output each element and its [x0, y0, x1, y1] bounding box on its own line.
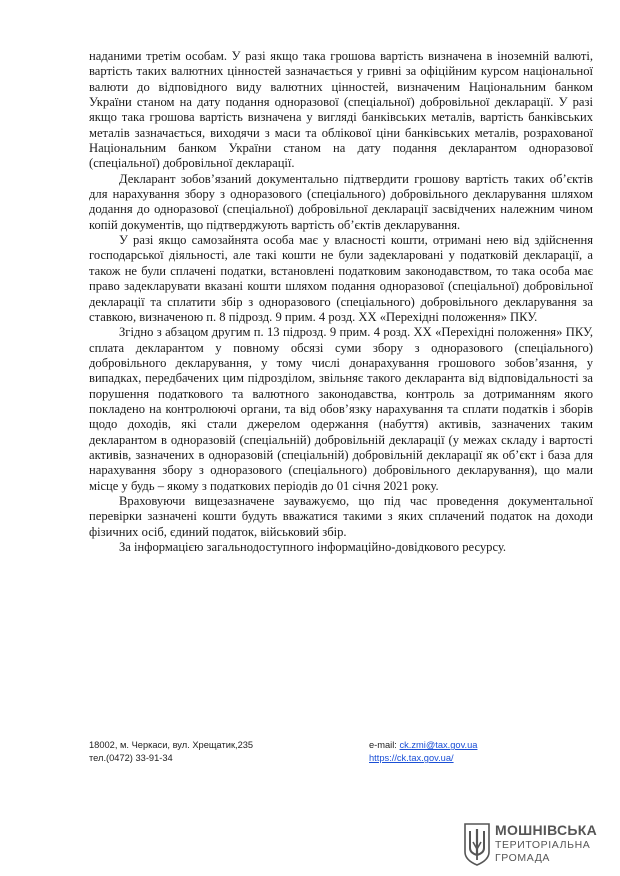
logo-title: МОШНІВСЬКА [495, 822, 598, 838]
footer-address: 18002, м. Черкаси, вул. Хрещатик,235 [89, 740, 254, 750]
paragraph-1: наданими третім особам. У разі якщо така грошова вартість визначена в іноземній валюті, вартість таких валютних цінностей зазначається у гривні за офіційним курсом національної валюти до відповідного виду валютних цінностей, визначеним Національним банком України станом на дату подання одноразової (спеціальної) добровільної декларації. У разі якщо така грошова вартість визначена у вигляді банківських металів, вартість банківських металів зазначається, виходячи з маси та облікової ціни банківських металів, розрахованої Національним банком України станом на дату подання декларантом одноразової (спеціальної) добровільної декларації. [89, 49, 593, 171]
community-logo [462, 822, 612, 868]
footer-online [369, 739, 599, 765]
trident-icon [462, 822, 492, 866]
paragraph-6: За інформацією загальнодоступного інформаційно-довідкового ресурсу. [119, 540, 507, 554]
footer-contacts [89, 739, 339, 765]
paragraph-4: Згідно з абзацом другим п. 13 підрозд. 9 прим. 4 розд. ХХ «Перехідні положення» ПКУ, сплата декларантом у повному обсязі суми збору з одноразового (спеціального) добровільного декларування, у тому числі донарахування грошового зобов’язання, у випадках, передбачених цим підрозділом, звільняє такого декларанта від відповідальності за порушення податкового та валютного законодавства, контроль за дотриманням якого покладено на контролюючі органи, та від обов’язку нарахування та сплати податків і зборів щодо доходів, які стали джерелом одержання (набуття) активів, зазначених таким декларантом в одноразовій (спеціальній) добровільній декларації (у межах складу і вартості активів, зазначених в одноразовій (спеціальній) добровільній декларації як об’єкт і база для нарахування збору з одноразового (спеціального) добровільного декларування), що мали місце у будь – якому з податкових періодів до 01 січня 2021 року. [89, 325, 593, 493]
logo-subtitle-1: ТЕРИТОРІАЛЬНА [495, 839, 591, 851]
paragraph-2: Декларант зобов’язаний документально підтвердити грошову вартість таких об’єктів для нарахування збору з одноразового (спеціального) добровільного декларування шляхом додання до одноразової (спеціальної) добровільної декларації засвідчених належним чином копій документів, що підтверджують вартість об’єктів декларування. [89, 171, 593, 232]
paragraph-3: У разі якщо самозайнята особа має у власності кошти, отримані нею від здійснення господарської діяльності, але такі кошти не були задекларовані у податковій декларації, а також не були сплачені податки, встановлені податковим законодавством, то така особа має право задекларувати вказані кошти шляхом подання одноразової (спеціальної) добровільної декларації та сплатити збір з одноразового (спеціального) добровільного декларування за ставкою, визначеною п. 8 підрозд. 9 прим. 4 розд. ХХ «Перехідні положення» ПКУ. [89, 233, 593, 324]
document-body [89, 49, 593, 555]
logo-subtitle-2: ГРОМАДА [495, 852, 551, 864]
email-link[interactable]: ck.zmi@tax.gov.ua [399, 740, 478, 750]
website-link[interactable]: https://ck.tax.gov.ua/ [369, 753, 454, 763]
email-label: e-mail: [369, 740, 400, 750]
footer-phone: тел.(0472) 33-91-34 [89, 753, 173, 763]
paragraph-5: Враховуючи вищезазначене зауважуємо, що під час проведення документальної перевірки зазначені кошти будуть вважатися такими з яких сплачений податок на доходи фізичних осіб, єдиний податок, військовий збір. [89, 493, 593, 539]
footer-email-line [369, 739, 599, 752]
